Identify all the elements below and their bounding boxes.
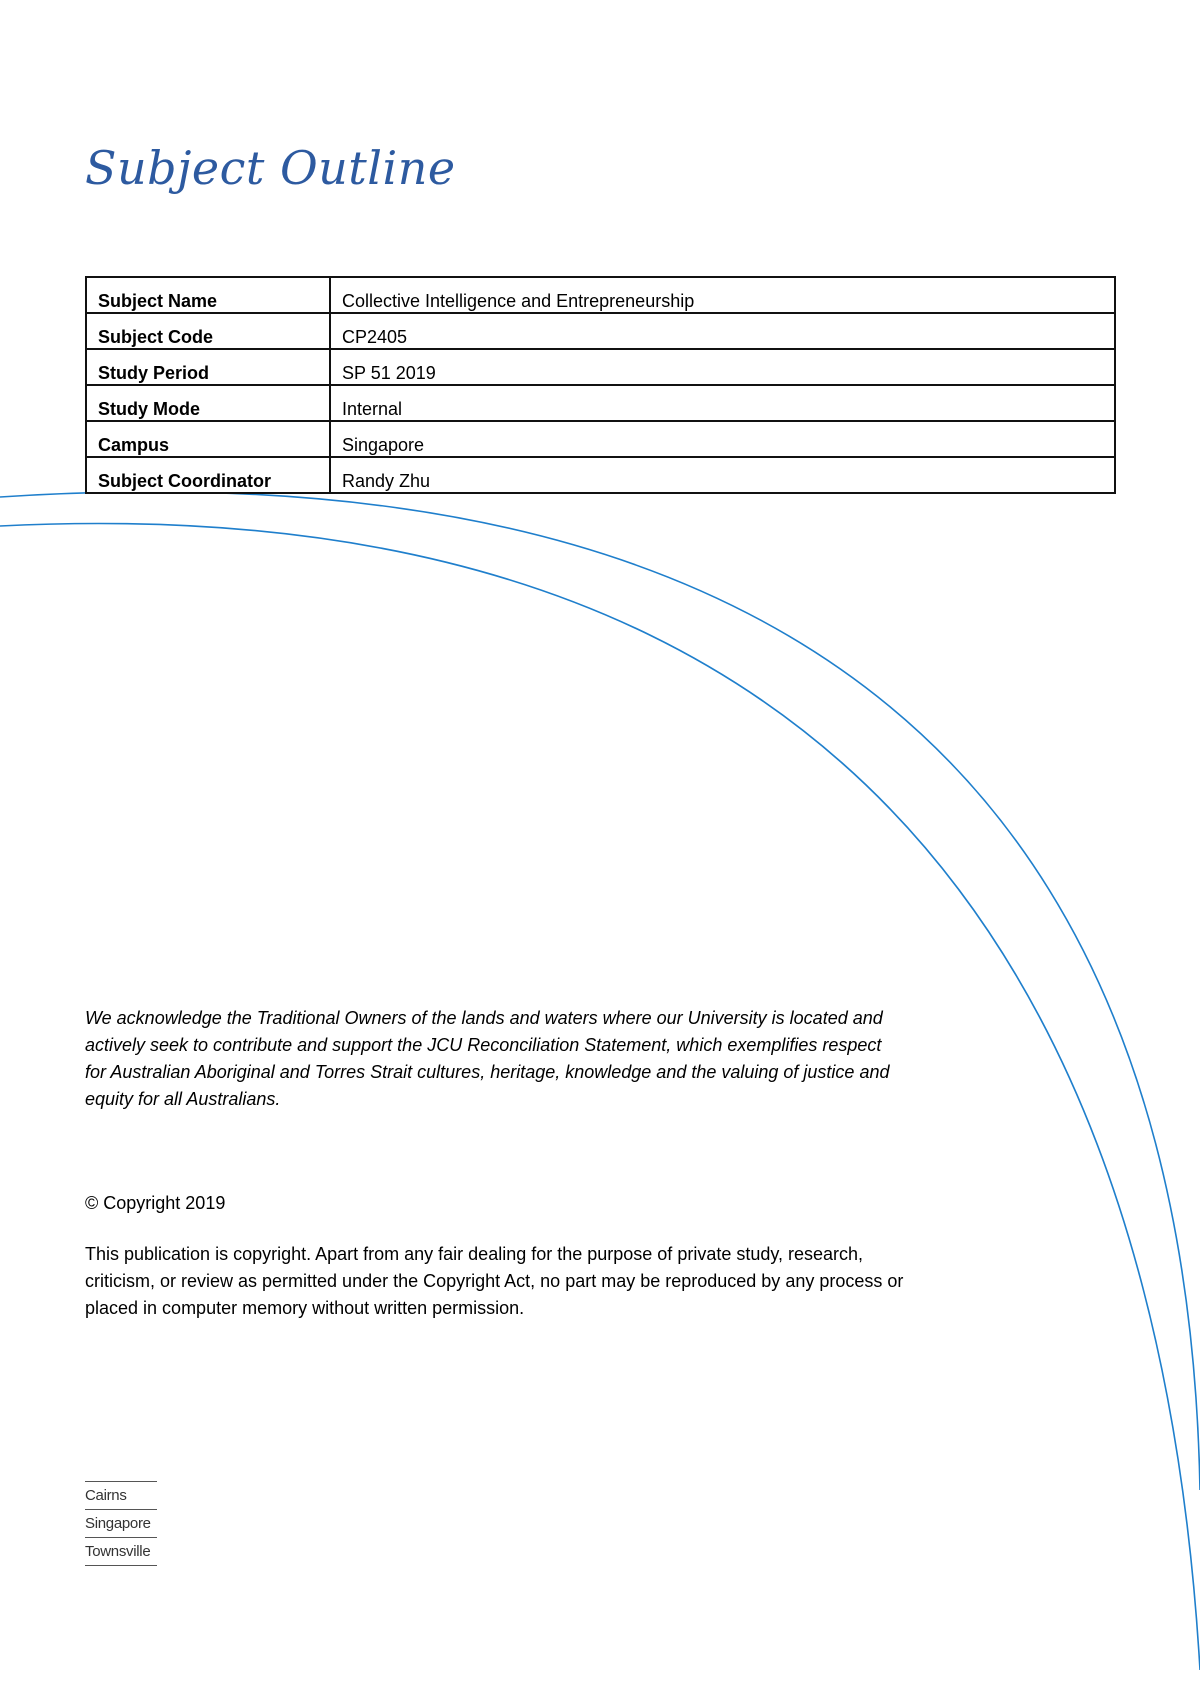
row-value-subject-coordinator: Randy Zhu — [330, 457, 1115, 493]
table-row — [86, 349, 1115, 385]
row-label-subject-code: Subject Code — [86, 313, 330, 349]
row-label-campus: Campus — [86, 421, 330, 457]
row-value-subject-code: CP2405 — [330, 313, 1115, 349]
row-label-subject-coordinator: Subject Coordinator — [86, 457, 330, 493]
acknowledgement-paragraph: We acknowledge the Traditional Owners of the lands and waters where our University is located and actively seek to contribute and support the JCU Reconciliation Statement, which exemplifies respect for Australian Aboriginal and Torres Strait cultures, heritage, knowledge and the valuing of justice and equity for all Australians. — [85, 1008, 890, 1109]
copyright-heading: © Copyright 2019 — [85, 1193, 226, 1213]
campus-list — [85, 1481, 157, 1566]
row-label-study-period: Study Period — [86, 349, 330, 385]
campus-singapore: Singapore — [85, 1510, 157, 1538]
row-value-campus: Singapore — [330, 421, 1115, 457]
table-row — [86, 313, 1115, 349]
copyright-paragraph: This publication is copyright. Apart from any fair dealing for the purpose of private study, research, criticism, or review as permitted under the Copyright Act, no part may be reproduced by any process or placed in computer memory without written permission. — [85, 1244, 904, 1318]
table-row — [86, 385, 1115, 421]
row-label-subject-name: Subject Name — [86, 277, 330, 313]
subject-info-table — [85, 276, 1116, 494]
row-label-study-mode: Study Mode — [86, 385, 330, 421]
page-title: Subject Outline — [85, 141, 456, 195]
table-row — [86, 277, 1115, 313]
row-value-subject-name: Collective Intelligence and Entrepreneurship — [330, 277, 1115, 313]
table-row — [86, 457, 1115, 493]
arc-outer — [0, 492, 1200, 1490]
row-value-study-period: SP 51 2019 — [330, 349, 1115, 385]
campus-cairns: Cairns — [85, 1482, 157, 1510]
campus-townsville: Townsville — [85, 1538, 157, 1566]
table-row — [86, 421, 1115, 457]
row-value-study-mode: Internal — [330, 385, 1115, 421]
